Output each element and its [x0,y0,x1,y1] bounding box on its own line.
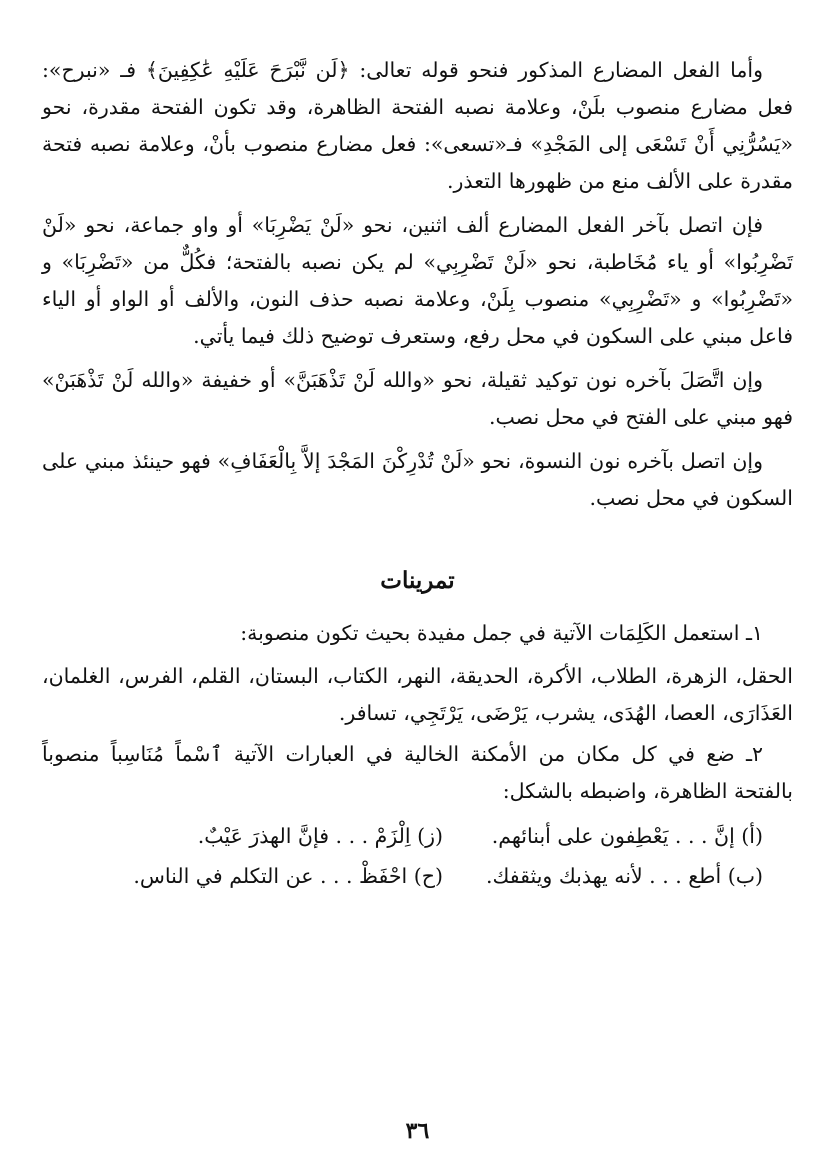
page-body [42,52,793,896]
paragraph-3: وإن اتَّصَلَ بآخره نون توكيد ثقيلة، نحو «والله لَنْ تَذْهَبَنَّ» أو خفيفة «والله لَنْ تَذْهَبَنْ» فهو مبني على الفتح في محل نصب. [42,368,793,429]
exercise-2-row [42,856,793,896]
exercise-2-row [42,816,793,856]
exercise-1-words: الحقل، الزهرة، الطلاب، الأكرة، الحديقة، النهر، الكتاب، البستان، القلم، الفرس، الغلمان، العَذَارَى، العصا، الهُدَى، يشرب، يَرْضَى، يَرْتَجِي، تسافر. [42,664,793,725]
exercise-1-instruction: ١ـ استعمل الكَلِمَات الآتية في جمل مفيدة بحيث تكون منصوبة: [240,621,763,645]
exercise-2-item-h: (ح) احْفَظْ . . . عن التكلم في الناس. [133,864,443,888]
exercise-2-item-z: (ز) اِلْزَمْ . . . فإنَّ الهذرَ عَيْبٌ. [197,824,443,848]
exercise-2-item-b: (ب) أطع . . . لأنه يهذبك ويثقفك. [486,864,763,888]
paragraph-1: وأما الفعل المضارع المذكور فنحو قوله تعالى: ﴿لَن نَّبْرَحَ عَلَيْهِ عَٰكِفِينَ﴾ فـ «نبرح»: فعل مضارع منصوب بلَنْ، وعلامة نصبه الفتحة الظاهرة، وقد تكون الفتحة مقدرة، نحو «يَسُرُّنِي أَنْ تَسْعَى إلى المَجْدِ» فـ«تسعى»: فعل مضارع منصوب بأنْ، وعلامة نصبه فتحة مقدرة على الألف منع من ظهورها التعذر. [42,58,793,193]
paragraph-4: وإن اتصل بآخره نون النسوة، نحو «لَنْ تُدْرِكْنَ المَجْدَ إلاَّ بِالْعَفَافِ» فهو حينئذ مبني على السكون في محل نصب. [42,449,793,510]
exercise-2-item-a: (أ) إنَّ . . . يَعْطِفون على أبنائهم. [491,824,763,848]
paragraph-2: فإن اتصل بآخر الفعل المضارع ألف اثنين، نحو «لَنْ يَضْرِبَا» أو واو جماعة، نحو «لَنْ تَضْرِبُوا» أو ياء مُخَاطبة، نحو «لَنْ تَضْرِبِي» لم يكن نصبه بالفتحة؛ فكُلٌّ من «تَضْرِبَا» و «تَضْرِبُوا» و «تَضْرِبِي» منصوب بِلَنْ، وعلامة نصبه حذف النون، والألف أو الواو أو الياء فاعل مبني على السكون في محل رفع، وستعرف توضيح ذلك فيما يأتي. [42,213,793,348]
page-number: ٣٦ [405,1118,430,1144]
exercise-2-instruction: ٢ـ ضع في كل مكان من الأمكنة الخالية في العبارات الآتية ٱسْماً مُنَاسِباً منصوباً بالفتحة الظاهرة، واضبطه بالشكل: [42,742,793,803]
exercise-2-items [42,816,793,896]
section-title: تمرينات [380,567,455,594]
